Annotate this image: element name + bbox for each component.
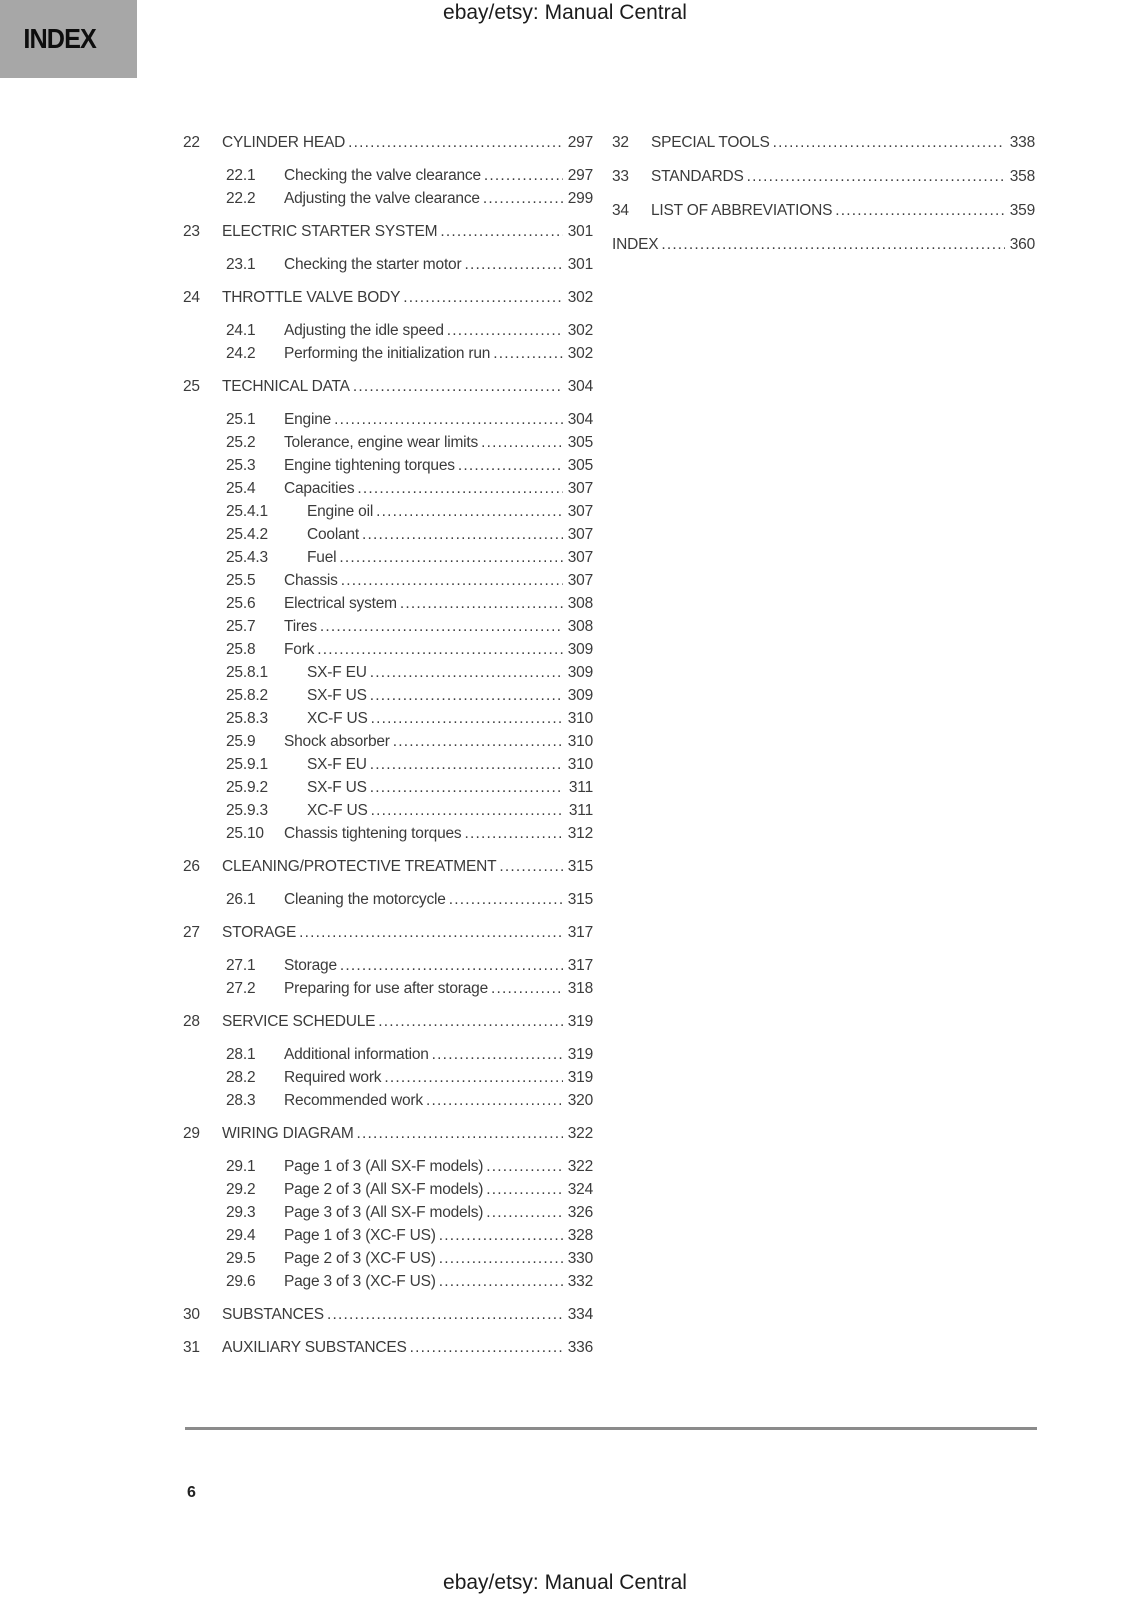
toc-entry[interactable] xyxy=(183,187,593,210)
toc-entry-page: 358 xyxy=(1009,168,1035,185)
toc-entry[interactable] xyxy=(183,164,593,187)
toc-entry-number: 25.4.2 xyxy=(226,526,268,543)
toc-entry-title: Tires xyxy=(284,618,317,635)
footer-divider-line xyxy=(185,1427,1037,1430)
toc-entry[interactable] xyxy=(183,253,593,276)
toc-entry-title: Recommended work xyxy=(284,1092,423,1109)
toc-entry[interactable] xyxy=(183,1247,593,1270)
toc-leader-dots xyxy=(403,286,563,309)
toc-entry-page: 302 xyxy=(567,289,593,306)
toc-entry[interactable] xyxy=(183,375,593,398)
toc-entry-page: 302 xyxy=(567,322,593,339)
toc-entry[interactable] xyxy=(183,776,593,799)
toc-entry-page: 311 xyxy=(568,802,593,819)
toc-entry[interactable] xyxy=(183,569,593,592)
toc-entry-title: STANDARDS xyxy=(651,168,744,185)
toc-entry[interactable] xyxy=(183,855,593,878)
toc-entry[interactable] xyxy=(183,286,593,309)
toc-entry-page: 328 xyxy=(567,1227,593,1244)
toc-entry-number: 22.2 xyxy=(226,190,256,207)
toc-entry-page: 310 xyxy=(567,756,593,773)
toc-entry-title: Engine oil xyxy=(307,503,374,520)
toc-entry-title: Page 1 of 3 (All SX-F models) xyxy=(284,1158,484,1175)
toc-entry-page: 305 xyxy=(567,434,593,451)
toc-entry-number: 25.9 xyxy=(226,733,256,750)
toc-entry-number: 25.10 xyxy=(226,825,264,842)
toc-entry-number: 25.4.1 xyxy=(226,503,268,520)
toc-entry-title: ELECTRIC STARTER SYSTEM xyxy=(222,223,438,240)
toc-entry[interactable] xyxy=(183,1155,593,1178)
toc-entry-title: Checking the valve clearance xyxy=(284,167,481,184)
toc-leader-dots xyxy=(334,408,563,431)
toc-entry-page: 322 xyxy=(567,1158,593,1175)
toc-leader-dots xyxy=(371,799,563,822)
toc-entry-title: Engine xyxy=(284,411,332,428)
toc-entry-title: SX-F US xyxy=(307,779,367,796)
toc-entry-title: Page 3 of 3 (XC-F US) xyxy=(284,1273,436,1290)
toc-entry[interactable] xyxy=(183,319,593,342)
toc-entry-number: 28 xyxy=(183,1013,200,1030)
toc-entry-page: 307 xyxy=(567,526,593,543)
toc-entry-title: SX-F EU xyxy=(307,756,367,773)
toc-leader-dots xyxy=(378,1010,563,1033)
toc-entry[interactable] xyxy=(183,888,593,911)
toc-entry[interactable] xyxy=(183,1270,593,1293)
toc-entry-number: 29.6 xyxy=(226,1273,256,1290)
toc-entry-title: XC-F US xyxy=(307,802,368,819)
toc-entry-page: 336 xyxy=(567,1339,593,1356)
toc-entry-page: 307 xyxy=(567,572,593,589)
toc-entry-page: 305 xyxy=(567,457,593,474)
toc-entry-title: Cleaning the motorcycle xyxy=(284,891,446,908)
toc-leader-dots xyxy=(370,753,563,776)
toc-entry[interactable] xyxy=(183,1066,593,1089)
toc-entry-title: CYLINDER HEAD xyxy=(222,134,346,151)
toc-entry-page: 304 xyxy=(567,378,593,395)
toc-entry-title: Adjusting the valve clearance xyxy=(284,190,480,207)
toc-leader-dots xyxy=(486,1155,563,1178)
toc-entry[interactable] xyxy=(183,523,593,546)
toc-entry-page: 360 xyxy=(1009,236,1035,253)
toc-entry-number: 25.3 xyxy=(226,457,256,474)
toc-entry[interactable] xyxy=(183,131,593,154)
toc-entry-page: 322 xyxy=(567,1125,593,1142)
toc-entry-page: 320 xyxy=(567,1092,593,1109)
toc-entry-title: Chassis xyxy=(284,572,338,589)
toc-entry[interactable] xyxy=(183,822,593,845)
toc-entry-number: 25.2 xyxy=(226,434,256,451)
toc-entry-number: 22.1 xyxy=(226,167,256,184)
toc-entry-page: 332 xyxy=(567,1273,593,1290)
toc-entry-title: Coolant xyxy=(307,526,360,543)
toc-entry-number: 25.8.2 xyxy=(226,687,268,704)
toc-entry-number: 27 xyxy=(183,924,200,941)
toc-entry-page: 302 xyxy=(567,345,593,362)
toc-entry-title: LIST OF ABBREVIATIONS xyxy=(651,202,833,219)
toc-leader-dots xyxy=(464,822,563,845)
toc-entry-page: 318 xyxy=(567,980,593,997)
toc-leader-dots xyxy=(370,776,563,799)
toc-entry[interactable] xyxy=(183,546,593,569)
toc-entry-page: 338 xyxy=(1009,134,1035,151)
toc-entry-page: 307 xyxy=(567,549,593,566)
footer-title: ebay/etsy: Manual Central xyxy=(443,1571,687,1594)
toc-entry-page: 297 xyxy=(567,167,593,184)
toc-entry[interactable] xyxy=(183,730,593,753)
toc-entry-number: 26.1 xyxy=(226,891,256,908)
toc-entry-page: 304 xyxy=(567,411,593,428)
toc-entry-title: INDEX xyxy=(612,236,659,253)
toc-entry-number: 25.8 xyxy=(226,641,256,658)
toc-entry-page: 317 xyxy=(567,924,593,941)
toc-entry-title: Page 3 of 3 (All SX-F models) xyxy=(284,1204,484,1221)
toc-entry-number: 25 xyxy=(183,378,200,395)
toc-entry-number: 33 xyxy=(612,168,629,185)
toc-leader-dots xyxy=(458,454,563,477)
toc-entry-number: 26 xyxy=(183,858,200,875)
toc-leader-dots xyxy=(464,253,563,276)
toc-entry-number: 29.1 xyxy=(226,1158,256,1175)
toc-entry-number: 22 xyxy=(183,134,200,151)
toc-leader-dots xyxy=(447,319,563,342)
toc-entry-page: 334 xyxy=(567,1306,593,1323)
toc-entry-title: Additional information xyxy=(284,1046,429,1063)
toc-entry-title: SX-F EU xyxy=(307,664,367,681)
toc-leader-dots xyxy=(340,954,563,977)
toc-leader-dots xyxy=(432,1043,563,1066)
toc-entry-page: 309 xyxy=(567,687,593,704)
toc-entry[interactable] xyxy=(183,1043,593,1066)
toc-leader-dots xyxy=(486,1201,563,1224)
toc-leader-dots xyxy=(376,500,563,523)
toc-entry-title: Fuel xyxy=(307,549,337,566)
toc-entry-number: 34 xyxy=(612,202,629,219)
toc-leader-dots xyxy=(449,888,563,911)
toc-entry-page: 359 xyxy=(1009,202,1035,219)
toc-entry[interactable] xyxy=(183,592,593,615)
toc-entry-page: 330 xyxy=(567,1250,593,1267)
toc-entry-title: Page 2 of 3 (XC-F US) xyxy=(284,1250,436,1267)
toc-entry-number: 25.1 xyxy=(226,411,256,428)
toc-entry-number: 27.1 xyxy=(226,957,256,974)
toc-entry-number: 29.5 xyxy=(226,1250,256,1267)
toc-entry-title: Storage xyxy=(284,957,337,974)
toc-entry-number: 25.6 xyxy=(226,595,256,612)
toc-entry-page: 299 xyxy=(567,190,593,207)
toc-entry-title: TECHNICAL DATA xyxy=(222,378,350,395)
toc-leader-dots xyxy=(661,233,1005,256)
toc-entry[interactable] xyxy=(183,431,593,454)
toc-entry[interactable] xyxy=(183,954,593,977)
toc-leader-dots xyxy=(835,199,1005,222)
toc-entry-number: 29.3 xyxy=(226,1204,256,1221)
toc-leader-dots xyxy=(317,638,563,661)
toc-entry-title: Required work xyxy=(284,1069,382,1086)
toc-entry[interactable] xyxy=(183,1178,593,1201)
toc-entry[interactable] xyxy=(183,342,593,365)
toc-leader-dots xyxy=(370,661,563,684)
toc-entry-title: Page 2 of 3 (All SX-F models) xyxy=(284,1181,484,1198)
toc-entry-title: Fork xyxy=(284,641,315,658)
toc-entry-title: Tolerance, engine wear limits xyxy=(284,434,479,451)
toc-right-column xyxy=(612,131,1035,267)
toc-entry[interactable] xyxy=(183,638,593,661)
toc-entry-title: AUXILIARY SUBSTANCES xyxy=(222,1339,407,1356)
toc-entry-number: 24 xyxy=(183,289,200,306)
toc-entry[interactable] xyxy=(183,684,593,707)
toc-leader-dots xyxy=(320,615,563,638)
toc-entry-page: 310 xyxy=(567,733,593,750)
toc-entry-number: 25.8.3 xyxy=(226,710,268,727)
toc-leader-dots xyxy=(493,342,563,365)
toc-entry-number: 29.2 xyxy=(226,1181,256,1198)
toc-entry[interactable] xyxy=(183,1224,593,1247)
toc-entry-number: 25.9.2 xyxy=(226,779,268,796)
toc-entry-page: 319 xyxy=(567,1013,593,1030)
toc-entry-number: 30 xyxy=(183,1306,200,1323)
toc-entry-number: 25.8.1 xyxy=(226,664,268,681)
toc-entry-title: Adjusting the idle speed xyxy=(284,322,444,339)
toc-entry-page: 315 xyxy=(567,891,593,908)
toc-leader-dots xyxy=(327,1303,563,1326)
toc-entry-title: Electrical system xyxy=(284,595,397,612)
toc-entry[interactable] xyxy=(183,1303,593,1326)
toc-entry-page: 315 xyxy=(567,858,593,875)
toc-leader-dots xyxy=(348,131,563,154)
toc-entry-page: 326 xyxy=(567,1204,593,1221)
toc-entry-page: 310 xyxy=(567,710,593,727)
toc-entry[interactable] xyxy=(612,199,1035,222)
toc-leader-dots xyxy=(481,431,563,454)
toc-entry-number: 25.9.3 xyxy=(226,802,268,819)
toc-entry[interactable] xyxy=(183,707,593,730)
toc-entry-title: SPECIAL TOOLS xyxy=(651,134,770,151)
toc-entry-page: 301 xyxy=(567,223,593,240)
toc-entry-page: 311 xyxy=(568,779,593,796)
toc-leader-dots xyxy=(410,1336,563,1359)
toc-entry[interactable] xyxy=(183,799,593,822)
page-number: 6 xyxy=(187,1484,196,1501)
toc-entry-title: Capacities xyxy=(284,480,355,497)
toc-entry[interactable] xyxy=(183,500,593,523)
toc-entry-page: 317 xyxy=(567,957,593,974)
toc-leader-dots xyxy=(483,187,563,210)
toc-entry[interactable] xyxy=(183,220,593,243)
toc-entry[interactable] xyxy=(183,477,593,500)
toc-entry-title: Preparing for use after storage xyxy=(284,980,489,997)
toc-leader-dots xyxy=(357,1122,563,1145)
toc-entry-title: Engine tightening torques xyxy=(284,457,455,474)
index-tab-label: INDEX xyxy=(23,23,96,54)
toc-entry-title: Page 1 of 3 (XC-F US) xyxy=(284,1227,436,1244)
toc-entry-number: 32 xyxy=(612,134,629,151)
header-title: ebay/etsy: Manual Central xyxy=(443,1,687,24)
toc-entry-number: 24.2 xyxy=(226,345,256,362)
toc-entry[interactable] xyxy=(183,1010,593,1033)
toc-entry[interactable] xyxy=(183,1089,593,1112)
toc-leader-dots xyxy=(362,523,563,546)
toc-leader-dots xyxy=(491,977,563,1000)
toc-entry-title: XC-F US xyxy=(307,710,368,727)
toc-entry-page: 312 xyxy=(567,825,593,842)
toc-entry-page: 297 xyxy=(567,134,593,151)
toc-entry-number: 23.1 xyxy=(226,256,256,273)
toc-entry-page: 309 xyxy=(567,664,593,681)
toc-leader-dots xyxy=(357,477,563,500)
toc-entry-number: 27.2 xyxy=(226,980,256,997)
toc-entry[interactable] xyxy=(183,615,593,638)
toc-leader-dots xyxy=(353,375,563,398)
toc-entry-title: SERVICE SCHEDULE xyxy=(222,1013,376,1030)
toc-leader-dots xyxy=(499,855,563,878)
toc-leader-dots xyxy=(426,1089,563,1112)
toc-leader-dots xyxy=(486,1178,563,1201)
toc-entry-title: STORAGE xyxy=(222,924,297,941)
toc-entry-number: 29.4 xyxy=(226,1227,256,1244)
toc-entry-title: CLEANING/PROTECTIVE TREATMENT xyxy=(222,858,497,875)
toc-entry-title: SUBSTANCES xyxy=(222,1306,324,1323)
toc-leader-dots xyxy=(773,131,1005,154)
toc-entry-title: WIRING DIAGRAM xyxy=(222,1125,354,1142)
toc-leader-dots xyxy=(339,546,563,569)
toc-leader-dots xyxy=(400,592,563,615)
toc-entry-number: 25.5 xyxy=(226,572,256,589)
toc-leader-dots xyxy=(484,164,563,187)
toc-leader-dots xyxy=(439,1247,563,1270)
toc-entry-page: 301 xyxy=(567,256,593,273)
toc-leader-dots xyxy=(341,569,563,592)
toc-leader-dots xyxy=(747,165,1005,188)
toc-leader-dots xyxy=(440,220,563,243)
toc-entry[interactable] xyxy=(183,753,593,776)
toc-entry[interactable] xyxy=(183,1201,593,1224)
toc-entry-page: 319 xyxy=(567,1046,593,1063)
toc-leader-dots xyxy=(439,1224,563,1247)
toc-leader-dots xyxy=(371,707,563,730)
toc-entry[interactable] xyxy=(183,1122,593,1145)
toc-leader-dots xyxy=(393,730,563,753)
toc-entry-number: 24.1 xyxy=(226,322,256,339)
toc-entry-page: 308 xyxy=(567,595,593,612)
toc-entry-title: SX-F US xyxy=(307,687,367,704)
toc-entry-number: 23 xyxy=(183,223,200,240)
toc-entry[interactable] xyxy=(183,1336,593,1359)
toc-entry-number: 28.1 xyxy=(226,1046,256,1063)
toc-entry[interactable] xyxy=(612,233,1035,256)
toc-entry-title: Performing the initialization run xyxy=(284,345,491,362)
toc-entry-title: Checking the starter motor xyxy=(284,256,462,273)
toc-entry-number: 25.9.1 xyxy=(226,756,268,773)
toc-entry[interactable] xyxy=(612,165,1035,188)
toc-entry-page: 307 xyxy=(567,503,593,520)
toc-entry-page: 307 xyxy=(567,480,593,497)
toc-entry-number: 25.4 xyxy=(226,480,256,497)
toc-entry-page: 319 xyxy=(567,1069,593,1086)
toc-entry-number: 28.2 xyxy=(226,1069,256,1086)
toc-entry[interactable] xyxy=(183,977,593,1000)
toc-leader-dots xyxy=(299,921,563,944)
toc-entry[interactable] xyxy=(183,921,593,944)
toc-leader-dots xyxy=(439,1270,563,1293)
toc-entry-number: 25.7 xyxy=(226,618,256,635)
toc-entry-page: 309 xyxy=(567,641,593,658)
toc-entry-title: THROTTLE VALVE BODY xyxy=(222,289,401,306)
toc-entry[interactable] xyxy=(612,131,1035,154)
toc-entry-title: Shock absorber xyxy=(284,733,390,750)
toc-entry-number: 28.3 xyxy=(226,1092,256,1109)
toc-leader-dots xyxy=(384,1066,563,1089)
toc-entry-number: 31 xyxy=(183,1339,200,1356)
toc-entry[interactable] xyxy=(183,661,593,684)
toc-entry-page: 324 xyxy=(567,1181,593,1198)
toc-left-column xyxy=(183,131,593,1369)
toc-leader-dots xyxy=(370,684,563,707)
toc-entry[interactable] xyxy=(183,408,593,431)
toc-entry-number: 29 xyxy=(183,1125,200,1142)
toc-entry[interactable] xyxy=(183,454,593,477)
toc-entry-page: 308 xyxy=(567,618,593,635)
toc-entry-number: 25.4.3 xyxy=(226,549,268,566)
toc-entry-title: Chassis tightening torques xyxy=(284,825,462,842)
